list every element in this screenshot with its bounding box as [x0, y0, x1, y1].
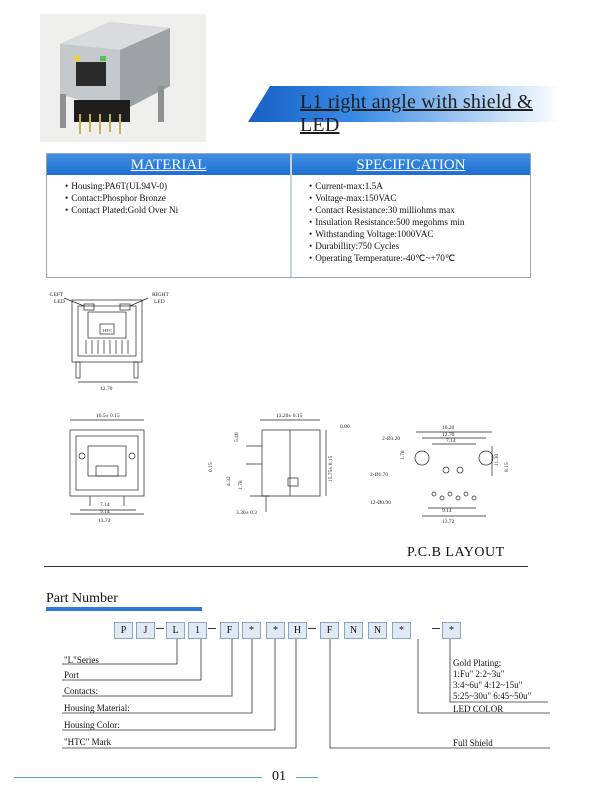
pn-box-5: F: [220, 622, 239, 639]
label-gold-2: 3:4~6u" 4:12~15u": [453, 680, 523, 690]
material-item: • Housing:PA6T(UL94V-0): [65, 180, 178, 192]
pcb-dim-16-20: 16.20: [442, 425, 455, 431]
dim-9-14: 9.14: [100, 509, 110, 515]
label-housing-color: Housing Color:: [64, 720, 120, 730]
dim-12-70: 12.70: [100, 386, 113, 392]
label-contacts: Contacts:: [64, 686, 98, 696]
dim-4-32: 4.32: [226, 476, 232, 486]
dim-13-20: 13.20± 0.15: [276, 413, 303, 419]
left-led-label: LEFT: [50, 292, 64, 298]
pcb-dim-2-1-70: 2-Ø1.70: [370, 472, 389, 478]
label-gold-plating: Gold Plating:: [453, 658, 502, 668]
label-full-shield: Full Shield: [453, 738, 493, 748]
pn-box-11: N: [368, 622, 387, 639]
dim-1-78: 1.78: [238, 480, 244, 490]
left-led-label-2: LED: [54, 299, 65, 305]
dim-16-5: 16.5± 0.15: [96, 413, 120, 419]
pcb-dim-7-14: 7.14: [446, 438, 456, 444]
label-port: Port: [64, 670, 80, 680]
dim-0-80: 0.80: [340, 424, 350, 430]
pcb-dim-12-70: 12.70: [442, 432, 455, 438]
dim-3-30: 3.30± 0.3: [236, 510, 257, 516]
htc-mark: HTC: [103, 328, 112, 333]
pn-box-2: J: [136, 622, 155, 639]
pcb-dim-9-14: 9.14: [442, 508, 452, 514]
dim-0-15: 0.15: [208, 462, 214, 472]
label-htc-mark: "HTC" Mark: [64, 737, 112, 747]
banner-title: L1 right angle with shield & LED: [300, 91, 533, 136]
dim-5-40: 5.40: [234, 432, 240, 442]
pn-box-9: F: [320, 622, 339, 639]
pcb-dim-12-0-90: 12-Ø0.90: [370, 500, 391, 506]
spec-item: • Operating Temperature:-40℃~+70℃: [309, 252, 465, 264]
label-gold-1: 1:Fu" 2:2~3u": [453, 669, 505, 679]
label-housing-material: Housing Material:: [64, 703, 130, 713]
spec-item: • Voltage-max:150VAC: [309, 192, 465, 204]
label-led-color: LED COLOR: [453, 704, 504, 714]
pn-box-8: H: [288, 622, 307, 639]
right-led-label: RIGHT: [152, 292, 169, 298]
material-header: MATERIAL: [47, 154, 290, 175]
material-item: • Contact:Phosphor Bronze: [65, 192, 178, 204]
spec-item: • Durabillity:750 Cycles: [309, 240, 465, 252]
spec-item: • Withstanding Voltage:1000VAC: [309, 228, 465, 240]
footer-line-right: [296, 777, 318, 778]
pcb-dim-13-72: 13.72: [442, 519, 455, 525]
pn-box-3: L: [166, 622, 185, 639]
pcb-dim-1-78: 1.78: [400, 450, 406, 460]
pn-box-1: P: [114, 622, 133, 639]
spec-item: • Contact Resistance:30 milliohms max: [309, 204, 465, 216]
pn-box-7: *: [266, 622, 285, 639]
pcb-dim-11-30: 11.30: [494, 453, 500, 466]
pn-box-6: *: [242, 622, 261, 639]
label-series: "L"Series: [64, 655, 99, 665]
footer-line-left: [14, 777, 262, 778]
part-number-title: Part Number: [46, 591, 118, 606]
pn-box-10: N: [344, 622, 363, 639]
pn-box-12: *: [392, 622, 411, 639]
dim-15-75: 15.75± 0.15: [328, 455, 334, 482]
material-item: • Contact Plated:Gold Over Ni: [65, 204, 178, 216]
page-number: 01: [272, 769, 286, 784]
label-gold-3: 5:25~30u" 6:45~50u": [453, 691, 532, 701]
right-led-label-2: LED: [154, 299, 165, 305]
pn-box-13: *: [442, 622, 461, 639]
pn-box-4: 1: [188, 622, 207, 639]
pcb-dim-8-15: 8.15: [504, 462, 510, 472]
dim-13-72: 13.72: [98, 518, 111, 524]
pcb-dim-2-3-20: 2-Ø3.20: [382, 436, 401, 442]
spec-item: • Insulation Resistance:500 megohms min: [309, 216, 465, 228]
dim-7-14: 7.14: [100, 502, 110, 508]
pcb-layout-title: P.C.B LAYOUT: [407, 545, 505, 560]
spec-item: • Current-max:1.5A: [309, 180, 465, 192]
specification-header: SPECIFICATION: [292, 154, 530, 175]
